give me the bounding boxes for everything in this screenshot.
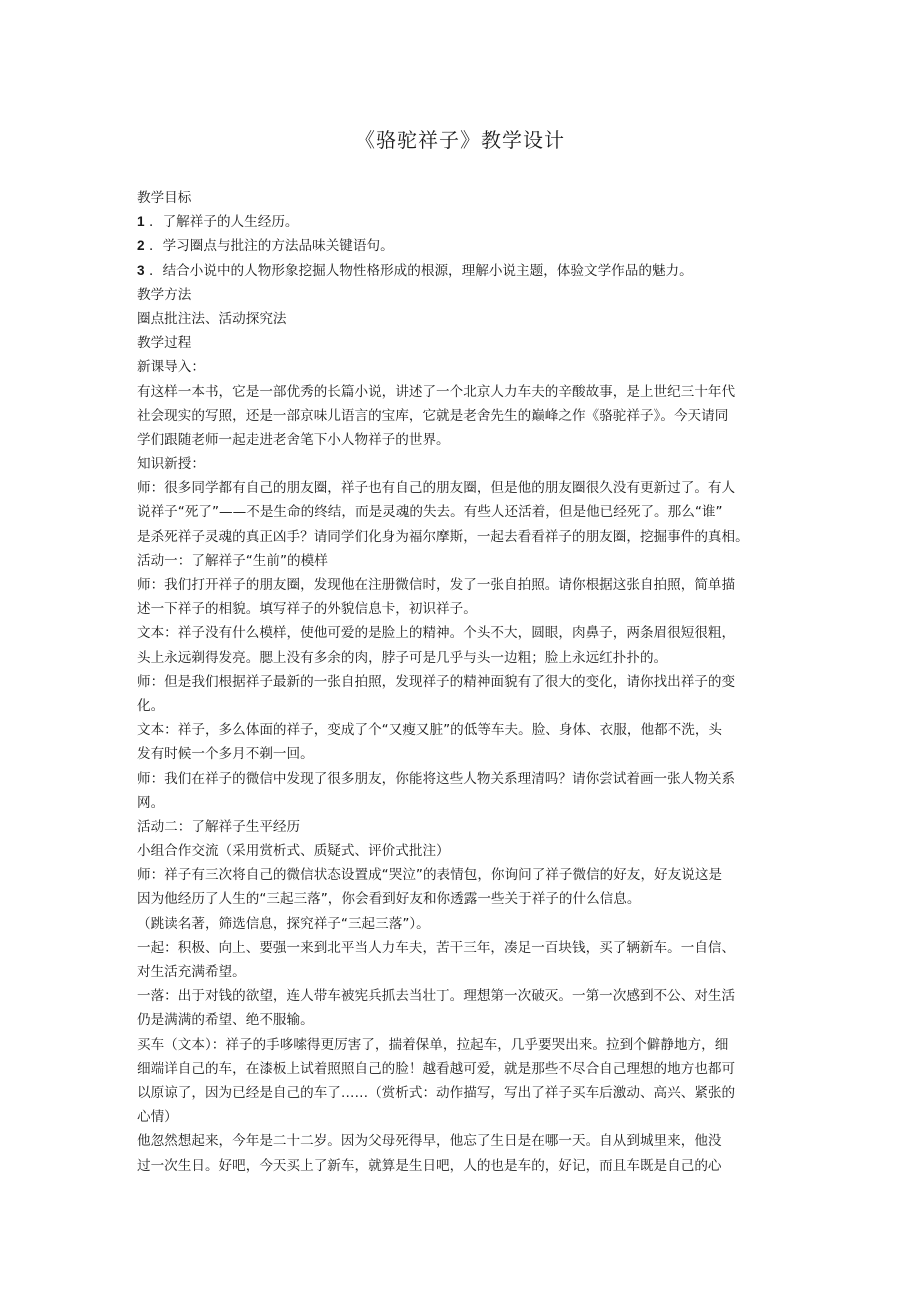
text-line <box>137 1154 787 1178</box>
line-text: 有这样一本书，它是一部优秀的长篇小说，讲述了一个北京人力车夫的辛酸故事，是上世纪三十年代 <box>137 383 736 400</box>
line-text: 学们跟随老师一起走进老舍笔下小人物祥子的世界。 <box>137 431 450 448</box>
line-text: 细端详自己的车，在漆板上试着照照自己的脸！越看越可爱，就是那些不尽合自己理想的地方也都可 <box>137 1060 736 1077</box>
text-line <box>137 936 787 960</box>
text-line <box>137 767 787 791</box>
text-line <box>137 718 787 742</box>
line-text: 师：我们在祥子的微信中发现了很多朋友，你能将这些人物关系理清吗？请你尝试着画一张人物关系 <box>137 770 736 787</box>
line-text: 买车（文本）：祥子的手哆嗦得更厉害了，揣着保单，拉起车，几乎要哭出来。拉到个僻静地方，细 <box>137 1036 729 1053</box>
text-line <box>137 283 787 307</box>
line-text: 一落：出于对钱的欲望，连人带车被宪兵抓去当壮丁。理想第一次破灭。一第一次感到不公、对生活 <box>137 988 736 1005</box>
list-number: 1 <box>137 214 145 230</box>
line-text: 师：我们打开祥子的朋友圈，发现他在注册微信时，发了一张自拍照。请你根据这张自拍照，简单描 <box>137 577 736 593</box>
text-line <box>137 573 787 597</box>
line-text: 因为他经历了人生的“三起三落”，你会看到好友和你透露一些关于祥子的什么信息。 <box>137 891 641 908</box>
line-text: 一起：积极、向上、要强一来到北平当人力车夫，苦干三年，凑足一百块钱，买了辆新车。一自信、 <box>137 939 736 956</box>
line-text: ．学习圈点与批注的方法品味关键语句。 <box>149 238 394 255</box>
line-text: 仍是满满的希望、绝不服输。 <box>137 1012 314 1029</box>
text-line <box>137 694 787 718</box>
line-text: 网。 <box>137 794 165 811</box>
text-line <box>137 452 787 476</box>
line-text: 是杀死祥子灵魂的真正凶手？请同学们化身为福尔摩斯，一起去看看祥子的朋友圈，挖掘事件的真相。 <box>137 528 749 545</box>
list-number: 3 <box>137 262 145 278</box>
text-line <box>137 984 787 1008</box>
text-line <box>137 960 787 984</box>
line-text: 发有时候一个多月不剃一回。 <box>137 746 314 763</box>
line-text: 说祥子“死了”——不是生命的终结，而是灵魂的失去。有些人还活着，但是他已经死了。那么“谁” <box>137 504 723 521</box>
text-line <box>137 670 787 694</box>
text-line <box>137 863 787 887</box>
text-line <box>137 1129 787 1153</box>
line-text: 圈点批注法、活动探究法 <box>137 310 287 327</box>
line-text: 心情） <box>137 1109 178 1126</box>
line-text: 活动二：了解祥子生平经历 <box>137 818 301 835</box>
line-text: 述一下祥子的相貌。填写祥子的外貌信息卡，初识祥子。 <box>137 601 477 618</box>
document-title: 《骆驼祥子》教学设计 <box>355 128 565 152</box>
line-text: 过一次生日。好吧，今天买上了新车，就算是生日吧，人的也是车的，好记，而且车既是自己的心 <box>137 1157 722 1174</box>
text-line <box>137 428 787 452</box>
text-line <box>137 307 787 331</box>
line-text: 新课导入： <box>137 359 205 376</box>
text-line <box>137 887 787 911</box>
text-line <box>137 839 787 863</box>
line-text: 化。 <box>137 697 165 714</box>
text-line <box>137 476 787 500</box>
text-line <box>137 1081 787 1105</box>
text-line <box>137 404 787 428</box>
text-line <box>137 380 787 404</box>
text-line <box>137 742 787 766</box>
text-line <box>137 525 787 549</box>
line-text: 师：祥子有三次将自己的微信状态设置成“哭泣”的表情包，你询问了祥子微信的好友，好友说这是 <box>137 867 723 884</box>
text-line <box>137 549 787 573</box>
line-text: 头上永远剃得发亮。腮上没有多余的肉，脖子可是几乎与头一边粗；脸上永远红扑扑的。 <box>137 649 668 666</box>
text-line <box>137 621 787 645</box>
line-text: 文本：祥子，多么体面的祥子，变成了个“又瘦又脏”的低等车夫。脸、身体、衣服，他都不洗，头 <box>137 722 723 739</box>
text-line <box>137 597 787 621</box>
line-text: 以原谅了，因为已经是自己的车了……（赏析式：动作描写，写出了祥子买车后激动、高兴、紧张的 <box>137 1084 736 1101</box>
text-line <box>137 791 787 815</box>
line-text: 教学过程 <box>137 335 192 352</box>
line-text: 教学方法 <box>137 286 192 303</box>
document-body <box>137 186 787 1178</box>
text-line <box>137 1008 787 1032</box>
line-text: 师：但是我们根据祥子最新的一张自拍照，发现祥子的精神面貌有了很大的变化，请你找出祥子的变 <box>137 673 736 690</box>
line-text: （跳读名著，筛选信息，探究祥子“三起三落”）。 <box>137 915 430 932</box>
line-text: ．结合小说中的人物形象挖掘人物性格形成的根源，理解小说主题，体验文学作品的魅力。 <box>149 262 693 279</box>
text-line <box>137 912 787 936</box>
line-text: ．了解祥子的人生经历。 <box>149 214 299 231</box>
text-line <box>137 500 787 524</box>
list-number: 2 <box>137 238 145 254</box>
text-line <box>137 331 787 355</box>
line-text: 教学目标 <box>137 190 192 206</box>
line-text: 小组合作交流（采用赏析式、质疑式、评价式批注） <box>137 843 450 860</box>
line-text: 师：很多同学都有自己的朋友圈，祥子也有自己的朋友圈，但是他的朋友圈很久没有更新过了。有人 <box>137 480 736 497</box>
text-line <box>137 646 787 670</box>
text-line <box>137 259 787 283</box>
line-text: 对生活充满希望。 <box>137 964 246 980</box>
text-line <box>137 1033 787 1057</box>
text-line <box>137 186 787 210</box>
line-text: 社会现实的写照，还是一部京味儿语言的宝库，它就是老舍先生的巅峰之作《骆驼祥子》。今天请同 <box>137 407 729 424</box>
line-text: 他忽然想起来，今年是二十二岁。因为父母死得早，他忘了生日是在哪一天。自从到城里来，他没 <box>137 1133 722 1150</box>
text-line <box>137 355 787 379</box>
text-line <box>137 815 787 839</box>
text-line <box>137 1057 787 1081</box>
line-text: 活动一：了解祥子“生前”的模样 <box>137 552 328 569</box>
text-line <box>137 1105 787 1129</box>
line-text: 知识新授： <box>137 456 205 473</box>
text-line <box>137 234 787 258</box>
text-line <box>137 210 787 234</box>
line-text: 文本：祥子没有什么模样，使他可爱的是脸上的精神。个头不大，圆眼，肉鼻子，两条眉很短很粗， <box>137 625 736 642</box>
